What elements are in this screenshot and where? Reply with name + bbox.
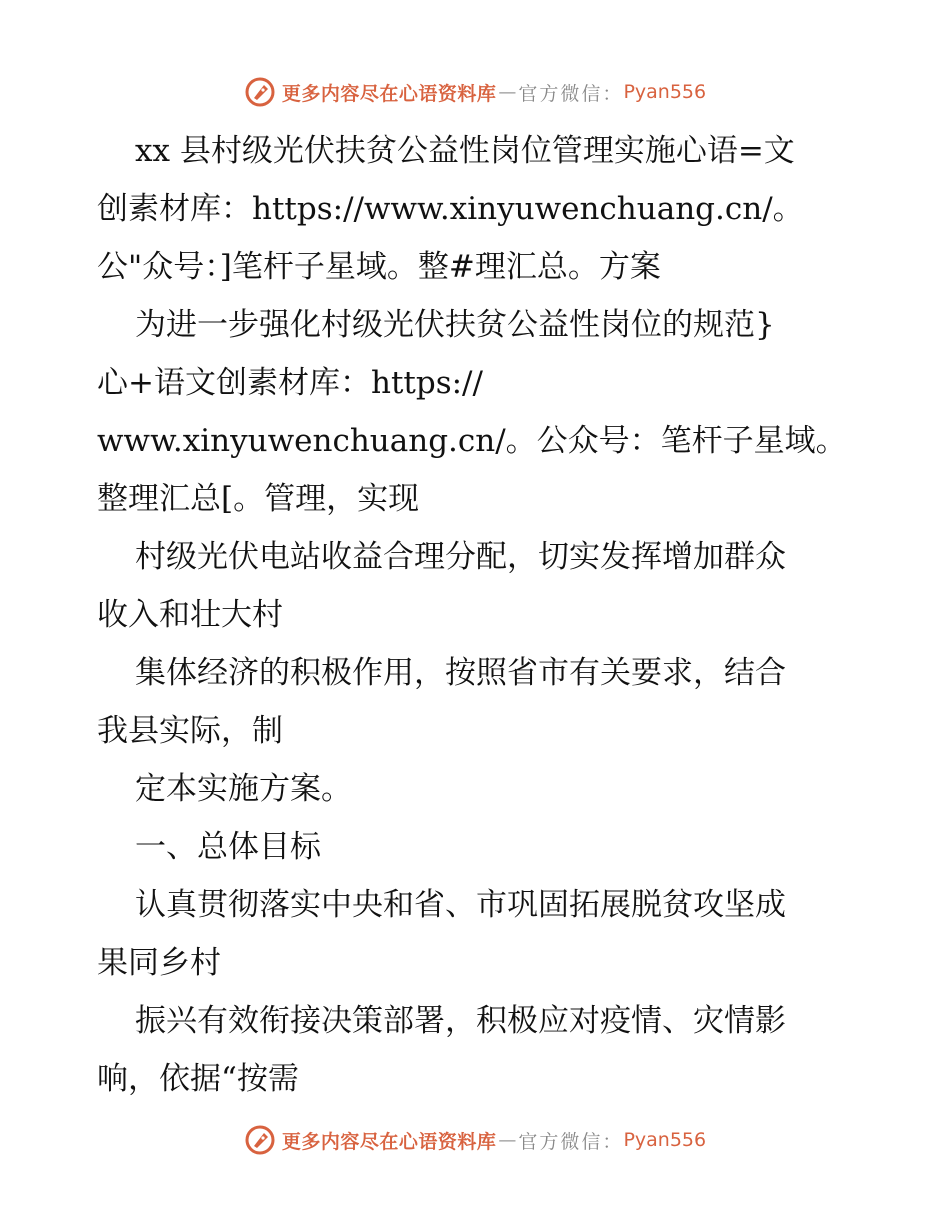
text-line: 果同乡村	[97, 945, 221, 981]
watermark-dash: —	[498, 81, 517, 103]
text-line: 公"众号：]笔杆子星域。整#理汇总。方案	[97, 249, 661, 285]
paragraph	[97, 528, 857, 644]
footer-watermark	[0, 1120, 950, 1160]
watermark-wechat-label: 官方微信：	[518, 1130, 624, 1153]
watermark-main-text: 更多内容尽在心语资料库	[281, 1130, 497, 1153]
watermark-wechat-label: 官方微信：	[518, 82, 624, 105]
text-line: 定本实施方案。	[135, 771, 352, 807]
watermark-banner	[244, 76, 706, 108]
text-line: 我县实际，制	[97, 713, 283, 749]
paragraph	[97, 992, 857, 1108]
paragraph-intro	[97, 296, 857, 528]
pen-nib-logo-icon	[244, 76, 276, 108]
paragraph	[97, 760, 857, 818]
text-line: 认真贯彻落实中央和省、市巩固拓展脱贫攻坚成	[135, 887, 786, 923]
text-line: 一、总体目标	[135, 829, 321, 865]
text-line: 集体经济的积极作用，按照省市有关要求，结合	[135, 655, 786, 691]
section-heading	[97, 818, 857, 876]
watermark-banner	[244, 1124, 706, 1156]
document-body	[97, 122, 857, 1108]
paragraph	[97, 876, 857, 992]
watermark-dash: —	[498, 1129, 517, 1151]
text-line: 整理汇总[。管理，实现	[97, 481, 420, 517]
text-line: 收入和壮大村	[97, 597, 283, 633]
text-line: 心+语文创素材库：https://	[97, 365, 483, 401]
text-line: 创素材库：https://www.xinyuwenchuang.cn/。	[97, 191, 804, 227]
text-line: 响，依据“按需	[97, 1061, 299, 1097]
watermark-main-text: 更多内容尽在心语资料库	[281, 82, 497, 105]
paragraph	[97, 644, 857, 760]
watermark-wechat-id: Pyan556	[623, 1129, 707, 1151]
text-line: 村级光伏电站收益合理分配，切实发挥增加群众	[135, 539, 786, 575]
text-line: 为进一步强化村级光伏扶贫公益性岗位的规范}	[135, 307, 775, 343]
text-line: www.xinyuwenchuang.cn/。公众号：笔杆子星域。	[97, 423, 847, 459]
pen-nib-logo-icon	[244, 1124, 276, 1156]
paragraph-title	[97, 122, 857, 296]
text-line: 振兴有效衔接决策部署，积极应对疫情、灾情影	[135, 1003, 786, 1039]
watermark-wechat-id: Pyan556	[623, 81, 707, 103]
text-line: xx 县村级光伏扶贫公益性岗位管理实施心语=文	[135, 133, 795, 169]
header-watermark	[0, 72, 950, 112]
